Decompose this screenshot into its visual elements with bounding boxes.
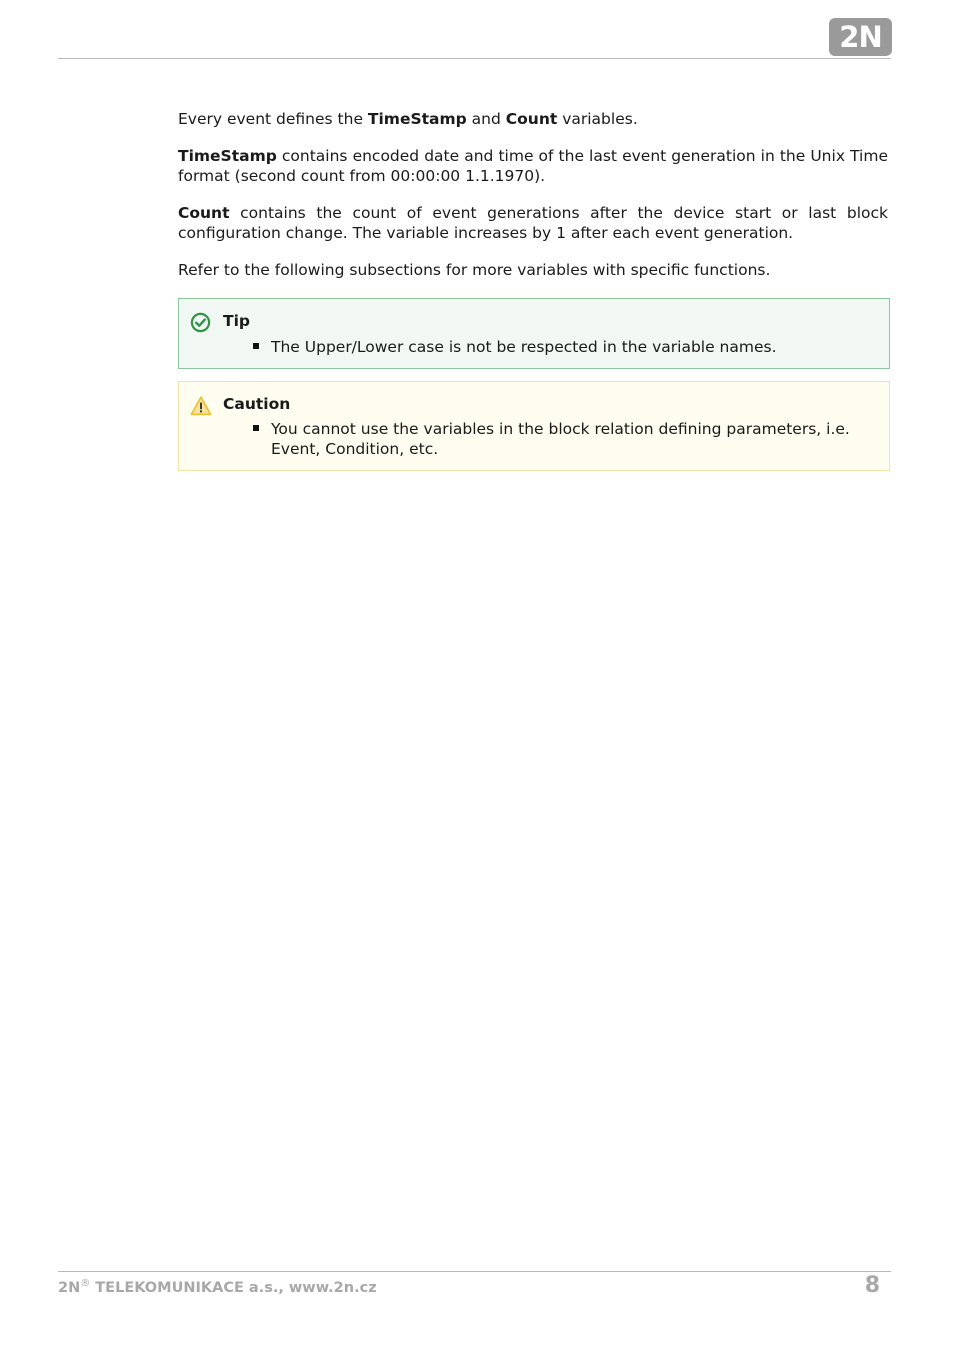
tip-box bbox=[178, 298, 890, 369]
term-timestamp: TimeStamp bbox=[178, 147, 277, 165]
check-circle-icon bbox=[190, 312, 211, 337]
caution-box bbox=[178, 381, 890, 471]
caution-title: Caution bbox=[223, 395, 291, 413]
list-item: The Upper/Lower case is not be respected in the variable names. bbox=[271, 337, 877, 357]
registered-mark: ® bbox=[80, 1278, 91, 1290]
page-content bbox=[178, 109, 888, 471]
brand-logo: 2N bbox=[829, 18, 892, 56]
page-number: 8 bbox=[864, 1273, 880, 1298]
term-timestamp: TimeStamp bbox=[367, 110, 467, 128]
warning-triangle-icon bbox=[190, 395, 212, 421]
paragraph-count: Count contains the count of event generations after the device start or last block configuration change. The variable increases by 1 after each event generation. bbox=[178, 204, 888, 242]
list-item: You cannot use the variables in the block relation defining parameters, i.e. Event, Condition, etc. bbox=[271, 419, 877, 459]
header-divider bbox=[58, 58, 891, 59]
paragraph-refer: Refer to the following subsections for more variables with specific functions. bbox=[178, 261, 771, 279]
footer-company: 2N® TELEKOMUNIKACE a.s., www.2n.cz bbox=[58, 1278, 377, 1296]
paragraph-timestamp: TimeStamp contains encoded date and time of the last event generation in the Unix Time format (second count from 00:00:00 1.1.1970). bbox=[178, 147, 888, 185]
caution-list bbox=[271, 419, 877, 459]
term-count: Count bbox=[178, 204, 230, 222]
paragraph-event-variables: Every event defines the TimeStamp and Count variables. bbox=[178, 110, 638, 128]
bullet-icon bbox=[253, 425, 259, 431]
tip-list bbox=[271, 337, 877, 357]
footer-divider bbox=[58, 1271, 891, 1272]
tip-title: Tip bbox=[223, 312, 250, 330]
term-count: Count bbox=[505, 110, 558, 128]
bullet-icon bbox=[253, 343, 259, 349]
